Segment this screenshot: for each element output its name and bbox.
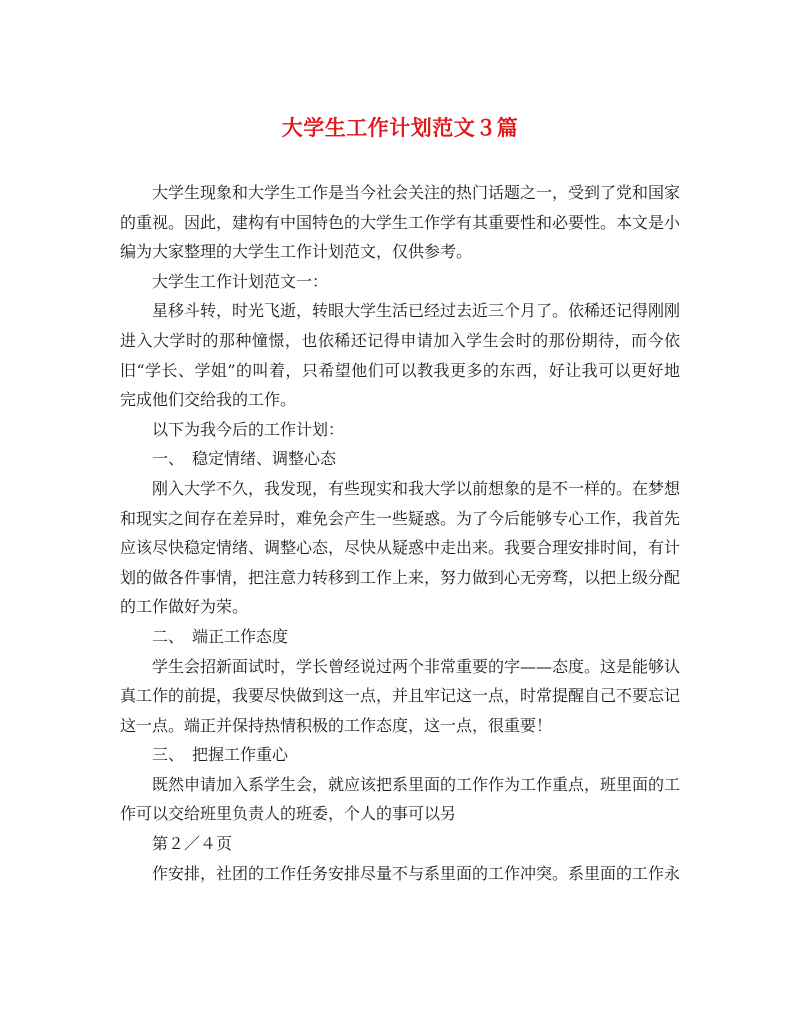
intro-paragraph: 大学生现象和大学生工作是当今社会关注的热门话题之一，受到了党和国家的重视。因此，建构有中国特色的大学生工作学有其重要性和必要性。本文是小编为大家整理的大学生工作计划范文，仅供参考。 [120, 183, 681, 262]
body-paragraph: 学生会招新面试时，学长曾经说过两个非常重要的字——态度。这是能够认真工作的前提，我要尽快做到这一点，并且牢记这一点，时常提醒自己不要忘记这一点。端正并保持热情积极的工作态度，这一点，很重要！ [120, 656, 681, 735]
body-paragraph: 星移斗转，时光飞逝，转眼大学生活已经过去近三个月了。依稀还记得刚刚进入大学时的那种憧憬，也依稀还记得申请加入学生会时的那份期待，而今依旧“学长、学姐”的叫着，只希望他们可以教我更多的东西，好让我可以更好地完成他们交给我的工作。 [120, 301, 681, 410]
document-body [120, 178, 680, 888]
body-paragraph: 作安排，社团的工作任务安排尽量不与系里面的工作冲突。系里面的工作永 [152, 863, 681, 883]
section-heading: 一、 稳定情绪、调整心态 [152, 449, 337, 469]
document-title: 大学生工作计划范文３篇 [281, 115, 519, 140]
section-label: 大学生工作计划范文一： [152, 271, 329, 291]
section-heading: 二、 端正工作态度 [152, 626, 289, 646]
body-paragraph: 以下为我今后的工作计划： [152, 419, 345, 439]
body-paragraph: 刚入大学不久，我发现，有些现实和我大学以前想象的是不一样的。在梦想和现实之间存在差异时，难免会产生一些疑惑。为了今后能够专心工作，我首先应该尽快稳定情绪、调整心态，尽快从疑惑中走出来。我要合理安排时间，有计划的做各件事情，把注意力转移到工作上来，努力做到心无旁骛，以把上级分配的工作做好为荣。 [120, 478, 681, 617]
page-number: 第２／４页 [152, 834, 233, 854]
body-paragraph: 既然申请加入系学生会，就应该把系里面的工作作为工作重点，班里面的工作可以交给班里负责人的班委，个人的事可以另 [120, 774, 681, 824]
section-heading: 三、 把握工作重心 [152, 745, 289, 765]
